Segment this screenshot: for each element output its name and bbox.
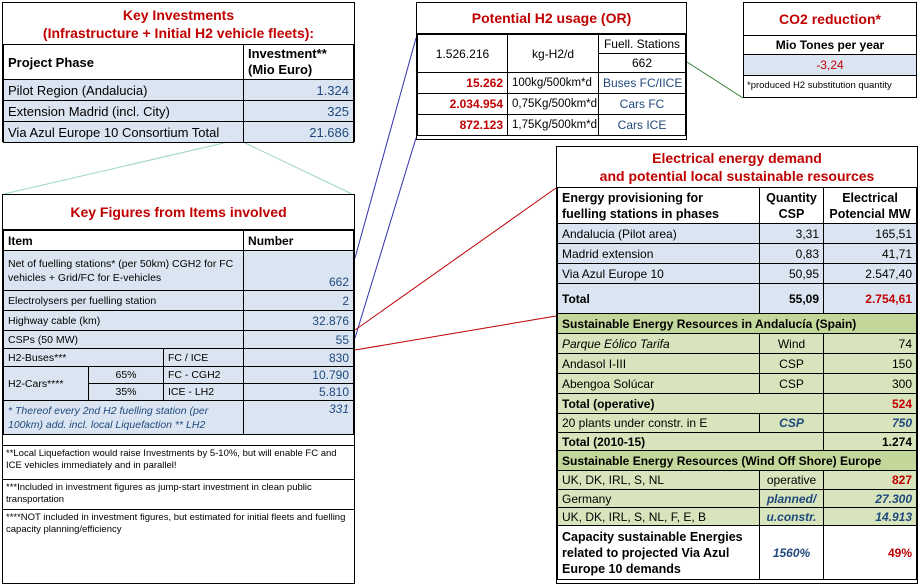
cars-type: ICE - LH2: [164, 384, 244, 401]
col-quantity-line1: Quantity: [766, 190, 817, 205]
co2-subtitle: Mio Tones per year: [744, 36, 916, 55]
csps-label: CSPs (50 MW): [4, 331, 244, 349]
connector-csp-bottom: [355, 316, 556, 350]
col-provisioning-line2: fuelling stations in phases: [562, 206, 719, 221]
col-provisioning-line1: Energy provisioning for: [562, 190, 703, 205]
key-investments-subtitle: (Infrastructure + Initial H2 vehicle fleets):: [42, 25, 315, 41]
thereof-label: * Thereof every 2nd H2 fuelling station (per 100km) add. incl. local Liquefaction ** LH2: [4, 401, 244, 435]
connector-h2-stations: [355, 38, 416, 258]
thereof-value: 331: [244, 401, 354, 435]
energy-total-mw: 2.754,61: [824, 284, 917, 314]
energy-row-qty: 0,83: [760, 244, 824, 264]
h2-row-value: 15.262: [418, 73, 508, 94]
electrolysers-label: Electrolysers per fuelling station: [4, 291, 244, 311]
resource-row-value: 150: [824, 354, 917, 374]
offshore-row-value: 27.300: [824, 490, 917, 508]
col-investment-line2: (Mio Euro): [248, 62, 313, 77]
offshore-row-label: UK, DK, IRL, S, NL, F, E, B: [558, 508, 760, 526]
connector-csp-top: [355, 188, 556, 330]
resource-row-label: Parque Eólico Tarifa: [558, 334, 760, 354]
col-investment: [244, 45, 354, 80]
net-stations-label: Net of fuelling stations* (per 50km) CGH2 for FC vehicles + Grid/FC for E-vehicles: [4, 251, 244, 291]
h2-row-value: 2.034.954: [418, 94, 508, 115]
offshore-row-label: UK, DK, IRL, S, NL: [558, 471, 760, 490]
offshore-header: Sustainable Energy Resources (Wind Off Shore) Europe: [558, 451, 917, 471]
invest-row-value: 1.324: [244, 80, 354, 101]
energy-row-mw: 41,71: [824, 244, 917, 264]
key-investments-title: Key Investments: [122, 7, 235, 23]
cars-label: H2-Cars****: [4, 367, 89, 401]
co2-panel: [743, 2, 917, 98]
energy-row-mw: 2.547,40: [824, 264, 917, 284]
col-quantity: [760, 188, 824, 224]
h2-row-rate: 1,75Kg/500km*d: [508, 115, 599, 136]
energy-row-label: Madrid extension: [558, 244, 760, 264]
h2-row-type: Cars FC: [599, 94, 686, 115]
col-quantity-line2: CSP: [778, 206, 805, 221]
offshore-row-value: 14.913: [824, 508, 917, 526]
buses-type: FC / ICE: [164, 349, 244, 367]
cars-value: 5.810: [244, 384, 354, 401]
cable-label: Highway cable (km): [4, 311, 244, 331]
total-2015-label: Total (2010-15): [558, 433, 824, 451]
buses-label: H2-Buses***: [4, 349, 164, 367]
co2-title: CO2 reduction*: [744, 3, 916, 36]
resource-row-type: Wind: [760, 334, 824, 354]
h2-row-type: Buses FC/IICE: [599, 73, 686, 94]
col-mw-line2: Potencial MW: [829, 206, 911, 221]
csps-value: 55: [244, 331, 354, 349]
note-cars: ****NOT included in investment figures, but estimated for initial fleets and fuelling capacity planning/efficiency: [3, 509, 354, 539]
cars-pct: 35%: [89, 384, 164, 401]
h2-row-rate: 0,75Kg/500km*d: [508, 94, 599, 115]
energy-row-label: Via Azul Europe 10: [558, 264, 760, 284]
key-investments-panel: [2, 2, 355, 142]
offshore-row-value: 827: [824, 471, 917, 490]
cable-value: 32.876: [244, 311, 354, 331]
col-mw: [824, 188, 917, 224]
energy-row-qty: 50,95: [760, 264, 824, 284]
offshore-row-status: operative: [760, 471, 824, 490]
constr-value: 750: [824, 414, 917, 433]
co2-value: -3,24: [744, 55, 916, 76]
capacity-pct: 1560%: [760, 526, 824, 580]
cars-pct: 65%: [89, 367, 164, 384]
electrical-table: [557, 187, 917, 580]
h2-row-value: 872.123: [418, 115, 508, 136]
key-figures-table: [3, 230, 354, 435]
h2-usage-title: Potential H2 usage (OR): [417, 3, 686, 34]
capacity-label: Capacity sustainable Energies related to projected Via Azul Europe 10 demands: [558, 526, 760, 580]
h2-row-type: Cars ICE: [599, 115, 686, 136]
offshore-row-label: Germany: [558, 490, 760, 508]
note-liquefaction: **Local Liquefaction would raise Investments by 5-10%, but will enable FC and ICE vehicles immediately and in parallel!: [3, 445, 354, 479]
h2-total-value: 1.526.216: [418, 35, 508, 73]
h2-total-unit: kg-H2/d: [508, 35, 599, 73]
connector-h2-fleets: [355, 138, 416, 338]
electrical-title: Electrical energy demand: [652, 150, 822, 166]
co2-note: *produced H2 substitution quantity: [747, 80, 892, 91]
key-investments-table: [3, 44, 354, 143]
operative-total-label: Total (operative): [558, 394, 824, 414]
electrical-panel: [556, 146, 918, 584]
energy-total-qty: 55,09: [760, 284, 824, 314]
invest-row-label: Extension Madrid (incl. City): [4, 101, 244, 122]
connector-co2: [687, 62, 743, 98]
col-number: Number: [244, 231, 354, 251]
operative-total-value: 524: [824, 394, 917, 414]
cars-value: 10.790: [244, 367, 354, 384]
resource-row-value: 74: [824, 334, 917, 354]
constr-type: CSP: [760, 414, 824, 433]
connector-investments-left: [4, 142, 228, 194]
total-2015-value: 1.274: [824, 433, 917, 451]
electrolysers-value: 2: [244, 291, 354, 311]
col-project-phase: Project Phase: [4, 45, 244, 80]
constr-label: 20 plants under constr. in E: [558, 414, 760, 433]
offshore-status-planned: planned/: [760, 490, 824, 508]
connector-investments-right: [243, 142, 352, 194]
spacer: [3, 435, 354, 445]
net-stations-value: 662: [244, 251, 354, 291]
key-figures-panel: [2, 194, 355, 584]
energy-row-label: Andalucia (Pilot area): [558, 224, 760, 244]
col-investment-line1: Investment**: [248, 46, 327, 61]
buses-value: 830: [244, 349, 354, 367]
cars-type: FC - CGH2: [164, 367, 244, 384]
h2-stations-label: Fuell. Stations: [599, 35, 686, 54]
resource-row-type: CSP: [760, 374, 824, 394]
h2-row-rate: 100kg/500km*d: [508, 73, 599, 94]
invest-row-label: Pilot Region (Andalucia): [4, 80, 244, 101]
key-figures-title: Key Figures from Items involved: [3, 195, 354, 230]
invest-row-label: Via Azul Europe 10 Consortium Total: [4, 122, 244, 143]
capacity-pct2: 49%: [824, 526, 917, 580]
resource-row-value: 300: [824, 374, 917, 394]
resource-row-label: Abengoa Solúcar: [558, 374, 760, 394]
col-item: Item: [4, 231, 244, 251]
energy-row-mw: 165,51: [824, 224, 917, 244]
energy-row-qty: 3,31: [760, 224, 824, 244]
energy-total-label: Total: [558, 284, 760, 314]
invest-row-value: 325: [244, 101, 354, 122]
note-buses: ***Included in investment figures as jump-start investment in clean public transportation: [3, 479, 354, 509]
electrical-subtitle: and potential local sustainable resources: [599, 168, 875, 184]
h2-usage-table: [417, 34, 686, 136]
offshore-status-constr: u.constr.: [760, 508, 824, 526]
resource-row-label: Andasol I-III: [558, 354, 760, 374]
col-provisioning: [558, 188, 760, 224]
col-mw-line1: Electrical: [842, 190, 898, 205]
resource-row-type: CSP: [760, 354, 824, 374]
h2-stations-value: 662: [599, 54, 686, 73]
h2-usage-panel: [416, 2, 687, 140]
andalucia-header: Sustainable Energy Resources in Andalucía (Spain): [558, 314, 917, 334]
invest-row-value: 21.686: [244, 122, 354, 143]
